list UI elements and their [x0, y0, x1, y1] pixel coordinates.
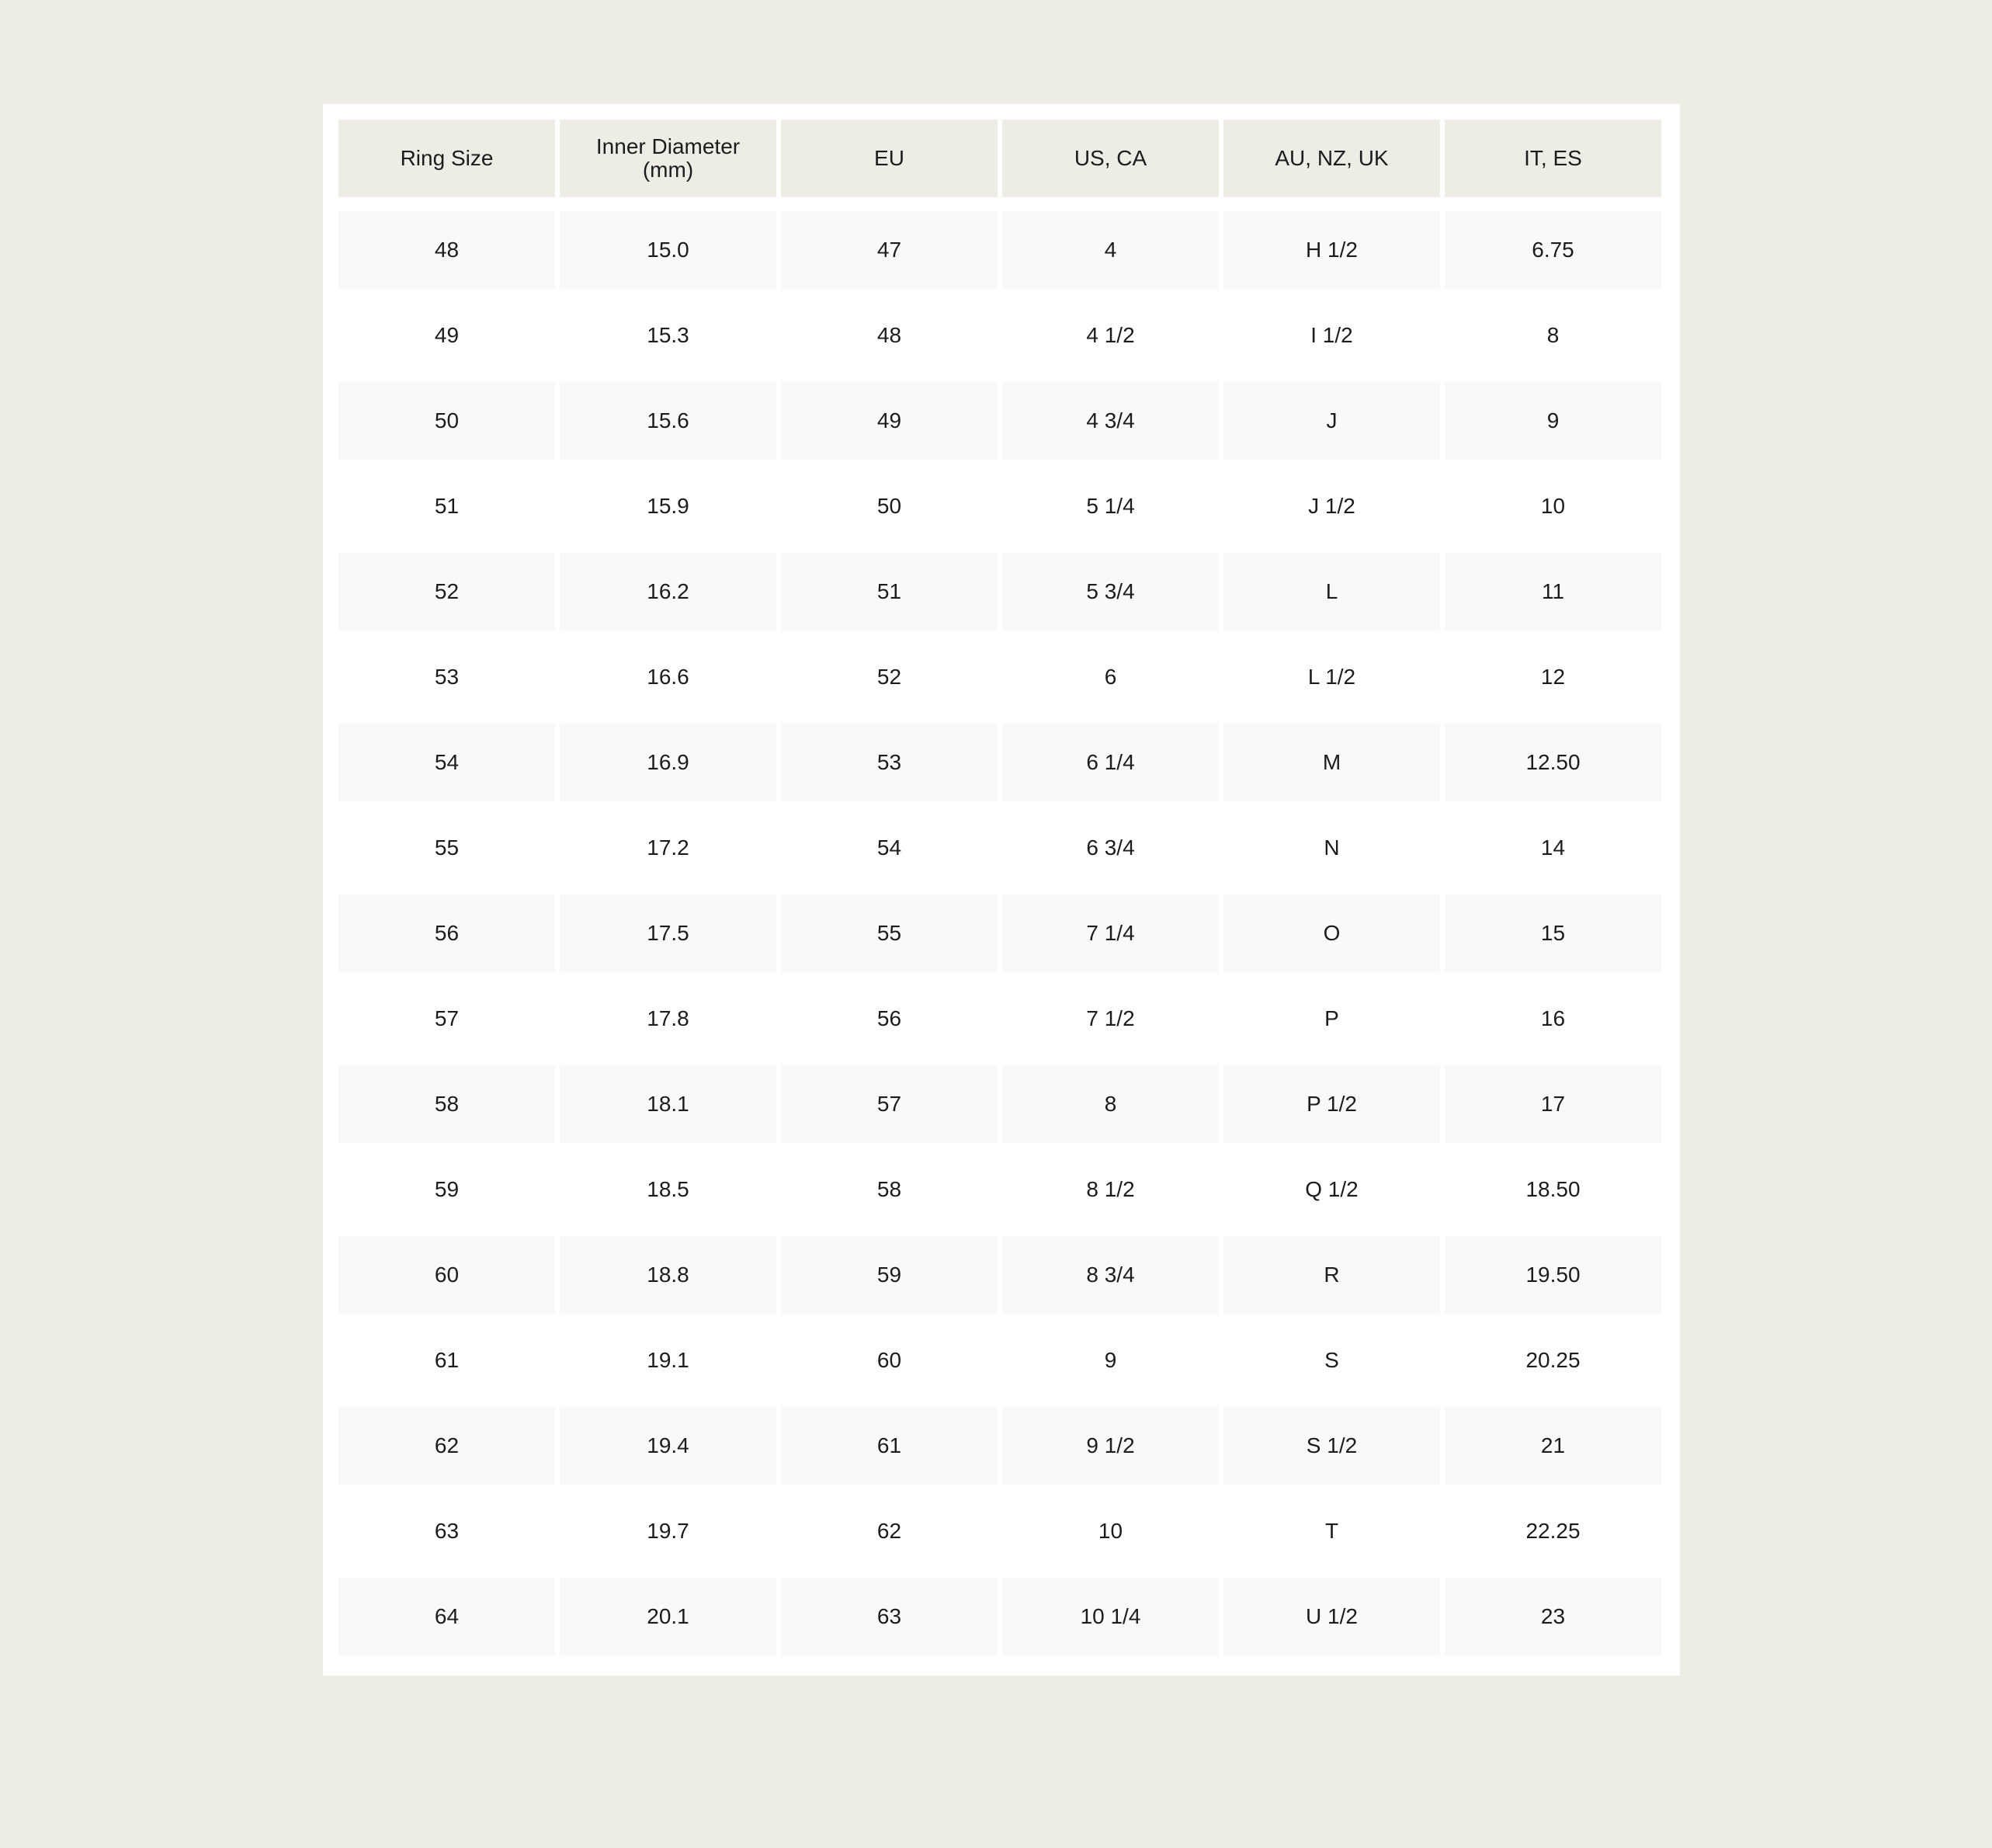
cell-it-es: 14	[1445, 809, 1661, 894]
cell-au-nz-uk: J	[1223, 382, 1440, 467]
header-us-ca: US, CA	[1002, 120, 1219, 197]
cell-au-nz-uk: M	[1223, 724, 1440, 809]
header-ring-size: Ring Size	[338, 120, 555, 197]
cell-ring-size: 57	[338, 980, 555, 1065]
cell-ring-size: 56	[338, 894, 555, 980]
cell-au-nz-uk: L	[1223, 553, 1440, 638]
cell-au-nz-uk: P 1/2	[1223, 1065, 1440, 1151]
cell-it-es: 19.50	[1445, 1236, 1661, 1322]
cell-ring-size: 49	[338, 297, 555, 382]
cell-it-es: 20.25	[1445, 1322, 1661, 1407]
cell-eu: 51	[781, 553, 998, 638]
cell-ring-size: 53	[338, 638, 555, 724]
cell-inner-diameter: 19.4	[560, 1407, 776, 1492]
cell-us-ca: 7 1/4	[1002, 894, 1219, 980]
cell-us-ca: 8 1/2	[1002, 1151, 1219, 1236]
cell-us-ca: 10 1/4	[1002, 1578, 1219, 1663]
table-row	[338, 553, 1661, 638]
table-row	[338, 211, 1661, 297]
cell-eu: 50	[781, 467, 998, 553]
cell-us-ca: 9 1/2	[1002, 1407, 1219, 1492]
table-row	[338, 1407, 1661, 1492]
cell-inner-diameter: 18.5	[560, 1151, 776, 1236]
cell-eu: 57	[781, 1065, 998, 1151]
cell-au-nz-uk: I 1/2	[1223, 297, 1440, 382]
cell-eu: 55	[781, 894, 998, 980]
table-row	[338, 638, 1661, 724]
header-it-es: IT, ES	[1445, 120, 1661, 197]
cell-it-es: 11	[1445, 553, 1661, 638]
cell-it-es: 12	[1445, 638, 1661, 724]
cell-us-ca: 4 3/4	[1002, 382, 1219, 467]
cell-ring-size: 54	[338, 724, 555, 809]
cell-us-ca: 6 1/4	[1002, 724, 1219, 809]
cell-eu: 52	[781, 638, 998, 724]
cell-inner-diameter: 16.6	[560, 638, 776, 724]
cell-eu: 60	[781, 1322, 998, 1407]
cell-inner-diameter: 19.7	[560, 1492, 776, 1578]
cell-it-es: 17	[1445, 1065, 1661, 1151]
cell-us-ca: 10	[1002, 1492, 1219, 1578]
table-row	[338, 297, 1661, 382]
table-row	[338, 980, 1661, 1065]
header-row	[338, 120, 1661, 197]
cell-au-nz-uk: S 1/2	[1223, 1407, 1440, 1492]
table-row	[338, 1322, 1661, 1407]
cell-ring-size: 60	[338, 1236, 555, 1322]
cell-inner-diameter: 18.8	[560, 1236, 776, 1322]
table-row	[338, 467, 1661, 553]
table-row	[338, 724, 1661, 809]
cell-ring-size: 50	[338, 382, 555, 467]
cell-ring-size: 52	[338, 553, 555, 638]
cell-ring-size: 61	[338, 1322, 555, 1407]
cell-eu: 48	[781, 297, 998, 382]
cell-us-ca: 8 3/4	[1002, 1236, 1219, 1322]
cell-us-ca: 4 1/2	[1002, 297, 1219, 382]
cell-it-es: 12.50	[1445, 724, 1661, 809]
table-body	[338, 197, 1661, 1663]
table-header	[338, 120, 1661, 197]
cell-au-nz-uk: U 1/2	[1223, 1578, 1440, 1663]
cell-inner-diameter: 16.2	[560, 553, 776, 638]
cell-ring-size: 59	[338, 1151, 555, 1236]
cell-us-ca: 6 3/4	[1002, 809, 1219, 894]
cell-au-nz-uk: J 1/2	[1223, 467, 1440, 553]
cell-it-es: 18.50	[1445, 1151, 1661, 1236]
table-row	[338, 894, 1661, 980]
cell-inner-diameter: 15.9	[560, 467, 776, 553]
cell-it-es: 21	[1445, 1407, 1661, 1492]
cell-inner-diameter: 20.1	[560, 1578, 776, 1663]
cell-us-ca: 5 3/4	[1002, 553, 1219, 638]
table-row	[338, 1151, 1661, 1236]
cell-eu: 47	[781, 211, 998, 297]
cell-inner-diameter: 18.1	[560, 1065, 776, 1151]
header-spacer	[338, 197, 1661, 211]
cell-eu: 59	[781, 1236, 998, 1322]
cell-au-nz-uk: T	[1223, 1492, 1440, 1578]
cell-inner-diameter: 17.2	[560, 809, 776, 894]
cell-eu: 56	[781, 980, 998, 1065]
cell-us-ca: 9	[1002, 1322, 1219, 1407]
cell-au-nz-uk: N	[1223, 809, 1440, 894]
header-inner-diameter: Inner Diameter (mm)	[560, 120, 776, 197]
table-row	[338, 1578, 1661, 1663]
cell-inner-diameter: 16.9	[560, 724, 776, 809]
cell-ring-size: 62	[338, 1407, 555, 1492]
cell-ring-size: 63	[338, 1492, 555, 1578]
cell-ring-size: 55	[338, 809, 555, 894]
table-row	[338, 1236, 1661, 1322]
table-row	[338, 809, 1661, 894]
cell-au-nz-uk: S	[1223, 1322, 1440, 1407]
cell-au-nz-uk: O	[1223, 894, 1440, 980]
ring-size-chart-card	[323, 104, 1680, 1676]
cell-eu: 49	[781, 382, 998, 467]
cell-au-nz-uk: L 1/2	[1223, 638, 1440, 724]
header-eu: EU	[781, 120, 998, 197]
cell-inner-diameter: 15.3	[560, 297, 776, 382]
cell-au-nz-uk: P	[1223, 980, 1440, 1065]
cell-it-es: 23	[1445, 1578, 1661, 1663]
cell-eu: 63	[781, 1578, 998, 1663]
cell-inner-diameter: 17.5	[560, 894, 776, 980]
cell-au-nz-uk: Q 1/2	[1223, 1151, 1440, 1236]
cell-it-es: 6.75	[1445, 211, 1661, 297]
cell-ring-size: 64	[338, 1578, 555, 1663]
cell-ring-size: 48	[338, 211, 555, 297]
cell-it-es: 9	[1445, 382, 1661, 467]
cell-it-es: 10	[1445, 467, 1661, 553]
cell-inner-diameter: 15.0	[560, 211, 776, 297]
ring-size-table	[334, 120, 1666, 1663]
cell-eu: 54	[781, 809, 998, 894]
cell-eu: 58	[781, 1151, 998, 1236]
cell-eu: 61	[781, 1407, 998, 1492]
table-row	[338, 1492, 1661, 1578]
table-row	[338, 382, 1661, 467]
table-row	[338, 1065, 1661, 1151]
header-au-nz-uk: AU, NZ, UK	[1223, 120, 1440, 197]
cell-inner-diameter: 15.6	[560, 382, 776, 467]
cell-au-nz-uk: H 1/2	[1223, 211, 1440, 297]
cell-it-es: 8	[1445, 297, 1661, 382]
cell-us-ca: 6	[1002, 638, 1219, 724]
cell-ring-size: 58	[338, 1065, 555, 1151]
cell-ring-size: 51	[338, 467, 555, 553]
cell-inner-diameter: 19.1	[560, 1322, 776, 1407]
cell-us-ca: 4	[1002, 211, 1219, 297]
cell-eu: 53	[781, 724, 998, 809]
cell-inner-diameter: 17.8	[560, 980, 776, 1065]
cell-us-ca: 8	[1002, 1065, 1219, 1151]
cell-us-ca: 7 1/2	[1002, 980, 1219, 1065]
cell-eu: 62	[781, 1492, 998, 1578]
cell-us-ca: 5 1/4	[1002, 467, 1219, 553]
cell-it-es: 16	[1445, 980, 1661, 1065]
cell-au-nz-uk: R	[1223, 1236, 1440, 1322]
cell-it-es: 15	[1445, 894, 1661, 980]
cell-it-es: 22.25	[1445, 1492, 1661, 1578]
